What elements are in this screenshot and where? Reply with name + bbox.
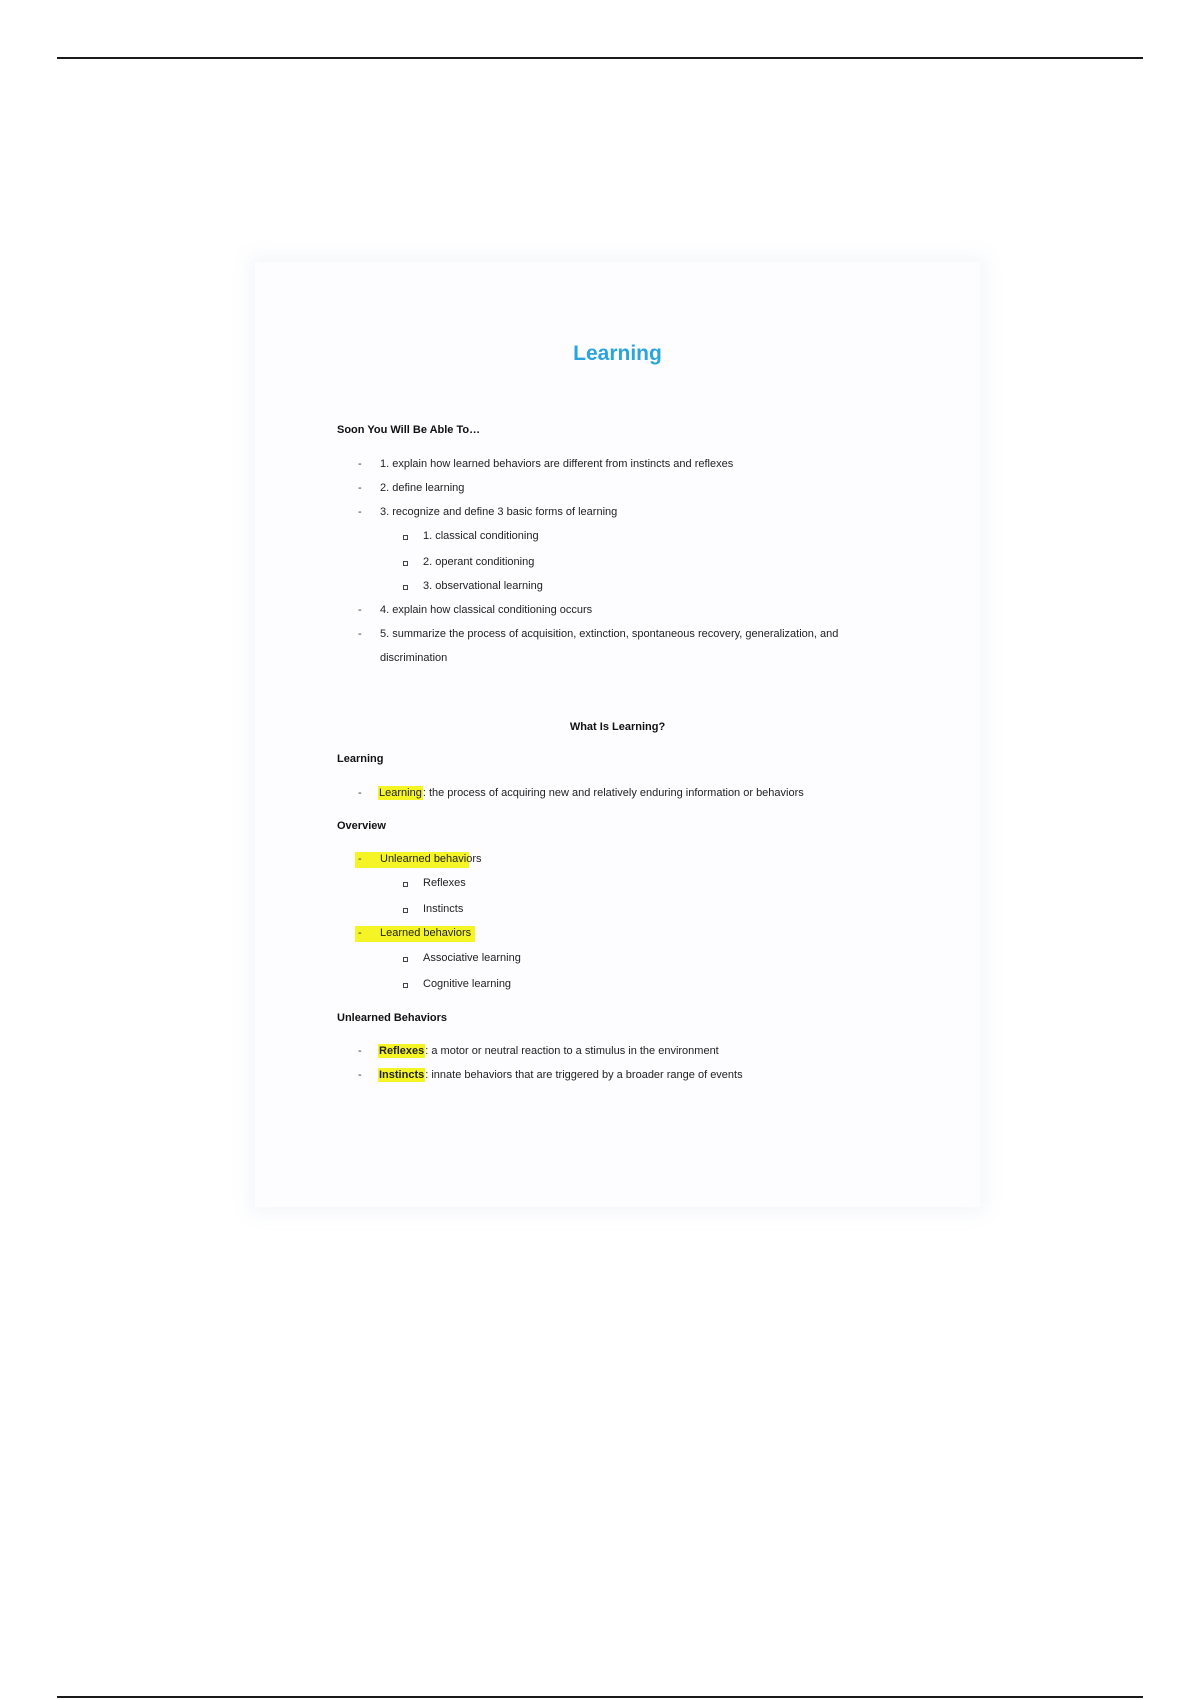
overview-subitem: Reflexes	[423, 877, 466, 889]
reflexes-definition-text: : a motor or neutral reaction to a stimulus in the environment	[425, 1045, 719, 1057]
learning-term-highlight: Learning	[379, 787, 422, 799]
learning-definition-text: : the process of acquiring new and relatively enduring information or behaviors	[422, 787, 804, 799]
document-title: Learning	[573, 342, 662, 365]
unlearned-section-heading: Unlearned Behaviors	[337, 1012, 448, 1024]
list-dash: -	[358, 604, 362, 616]
objective-item-continued: discrimination	[380, 652, 448, 664]
list-dash: -	[358, 853, 362, 865]
page-bottom-rule	[57, 1696, 1143, 1698]
overview-subitem: Associative learning	[423, 952, 521, 964]
section-heading: What Is Learning?	[569, 721, 666, 733]
list-dash: -	[358, 628, 362, 640]
learning-form-item: 1. classical conditioning	[423, 530, 539, 542]
square-bullet-icon	[403, 908, 408, 913]
list-dash: -	[358, 787, 362, 799]
learned-label: Learned behaviors	[380, 927, 472, 939]
square-bullet-icon	[403, 983, 408, 988]
list-dash: -	[358, 927, 362, 939]
objectives-heading: Soon You Will Be Able To…	[337, 424, 481, 436]
list-dash: -	[358, 506, 362, 518]
document-page	[255, 262, 980, 1207]
instincts-definition-item	[378, 1069, 743, 1081]
square-bullet-icon	[403, 561, 408, 566]
learning-definition-item	[378, 787, 804, 799]
square-bullet-icon	[403, 957, 408, 962]
learning-heading: Learning	[337, 753, 384, 765]
reflexes-definition-item	[378, 1045, 719, 1057]
list-dash: -	[358, 482, 362, 494]
objective-item: 3. recognize and define 3 basic forms of learning	[380, 506, 618, 518]
overview-heading: Overview	[337, 820, 386, 832]
learning-form-item: 2. operant conditioning	[423, 556, 535, 568]
overview-subitem: Instincts	[423, 903, 464, 915]
objective-item: 5. summarize the process of acquisition, extinction, spontaneous recovery, generalization, and	[380, 628, 839, 640]
learning-form-item: 3. observational learning	[423, 580, 543, 592]
square-bullet-icon	[403, 535, 408, 540]
reflexes-term-highlight: Reflexes	[379, 1045, 425, 1057]
unlearned-label: Unlearned behaviors	[380, 853, 482, 865]
instincts-term-highlight: Instincts	[379, 1069, 425, 1081]
objective-item: 4. explain how classical conditioning occurs	[380, 604, 593, 616]
overview-subitem: Cognitive learning	[423, 978, 512, 990]
list-dash: -	[358, 1045, 362, 1057]
page-top-rule	[57, 57, 1143, 59]
list-dash: -	[358, 458, 362, 470]
square-bullet-icon	[403, 585, 408, 590]
instincts-definition-text: : innate behaviors that are triggered by a broader range of events	[425, 1069, 743, 1081]
square-bullet-icon	[403, 882, 408, 887]
objective-item: 2. define learning	[380, 482, 465, 494]
list-dash: -	[358, 1069, 362, 1081]
objective-item: 1. explain how learned behaviors are different from instincts and reflexes	[380, 458, 734, 470]
